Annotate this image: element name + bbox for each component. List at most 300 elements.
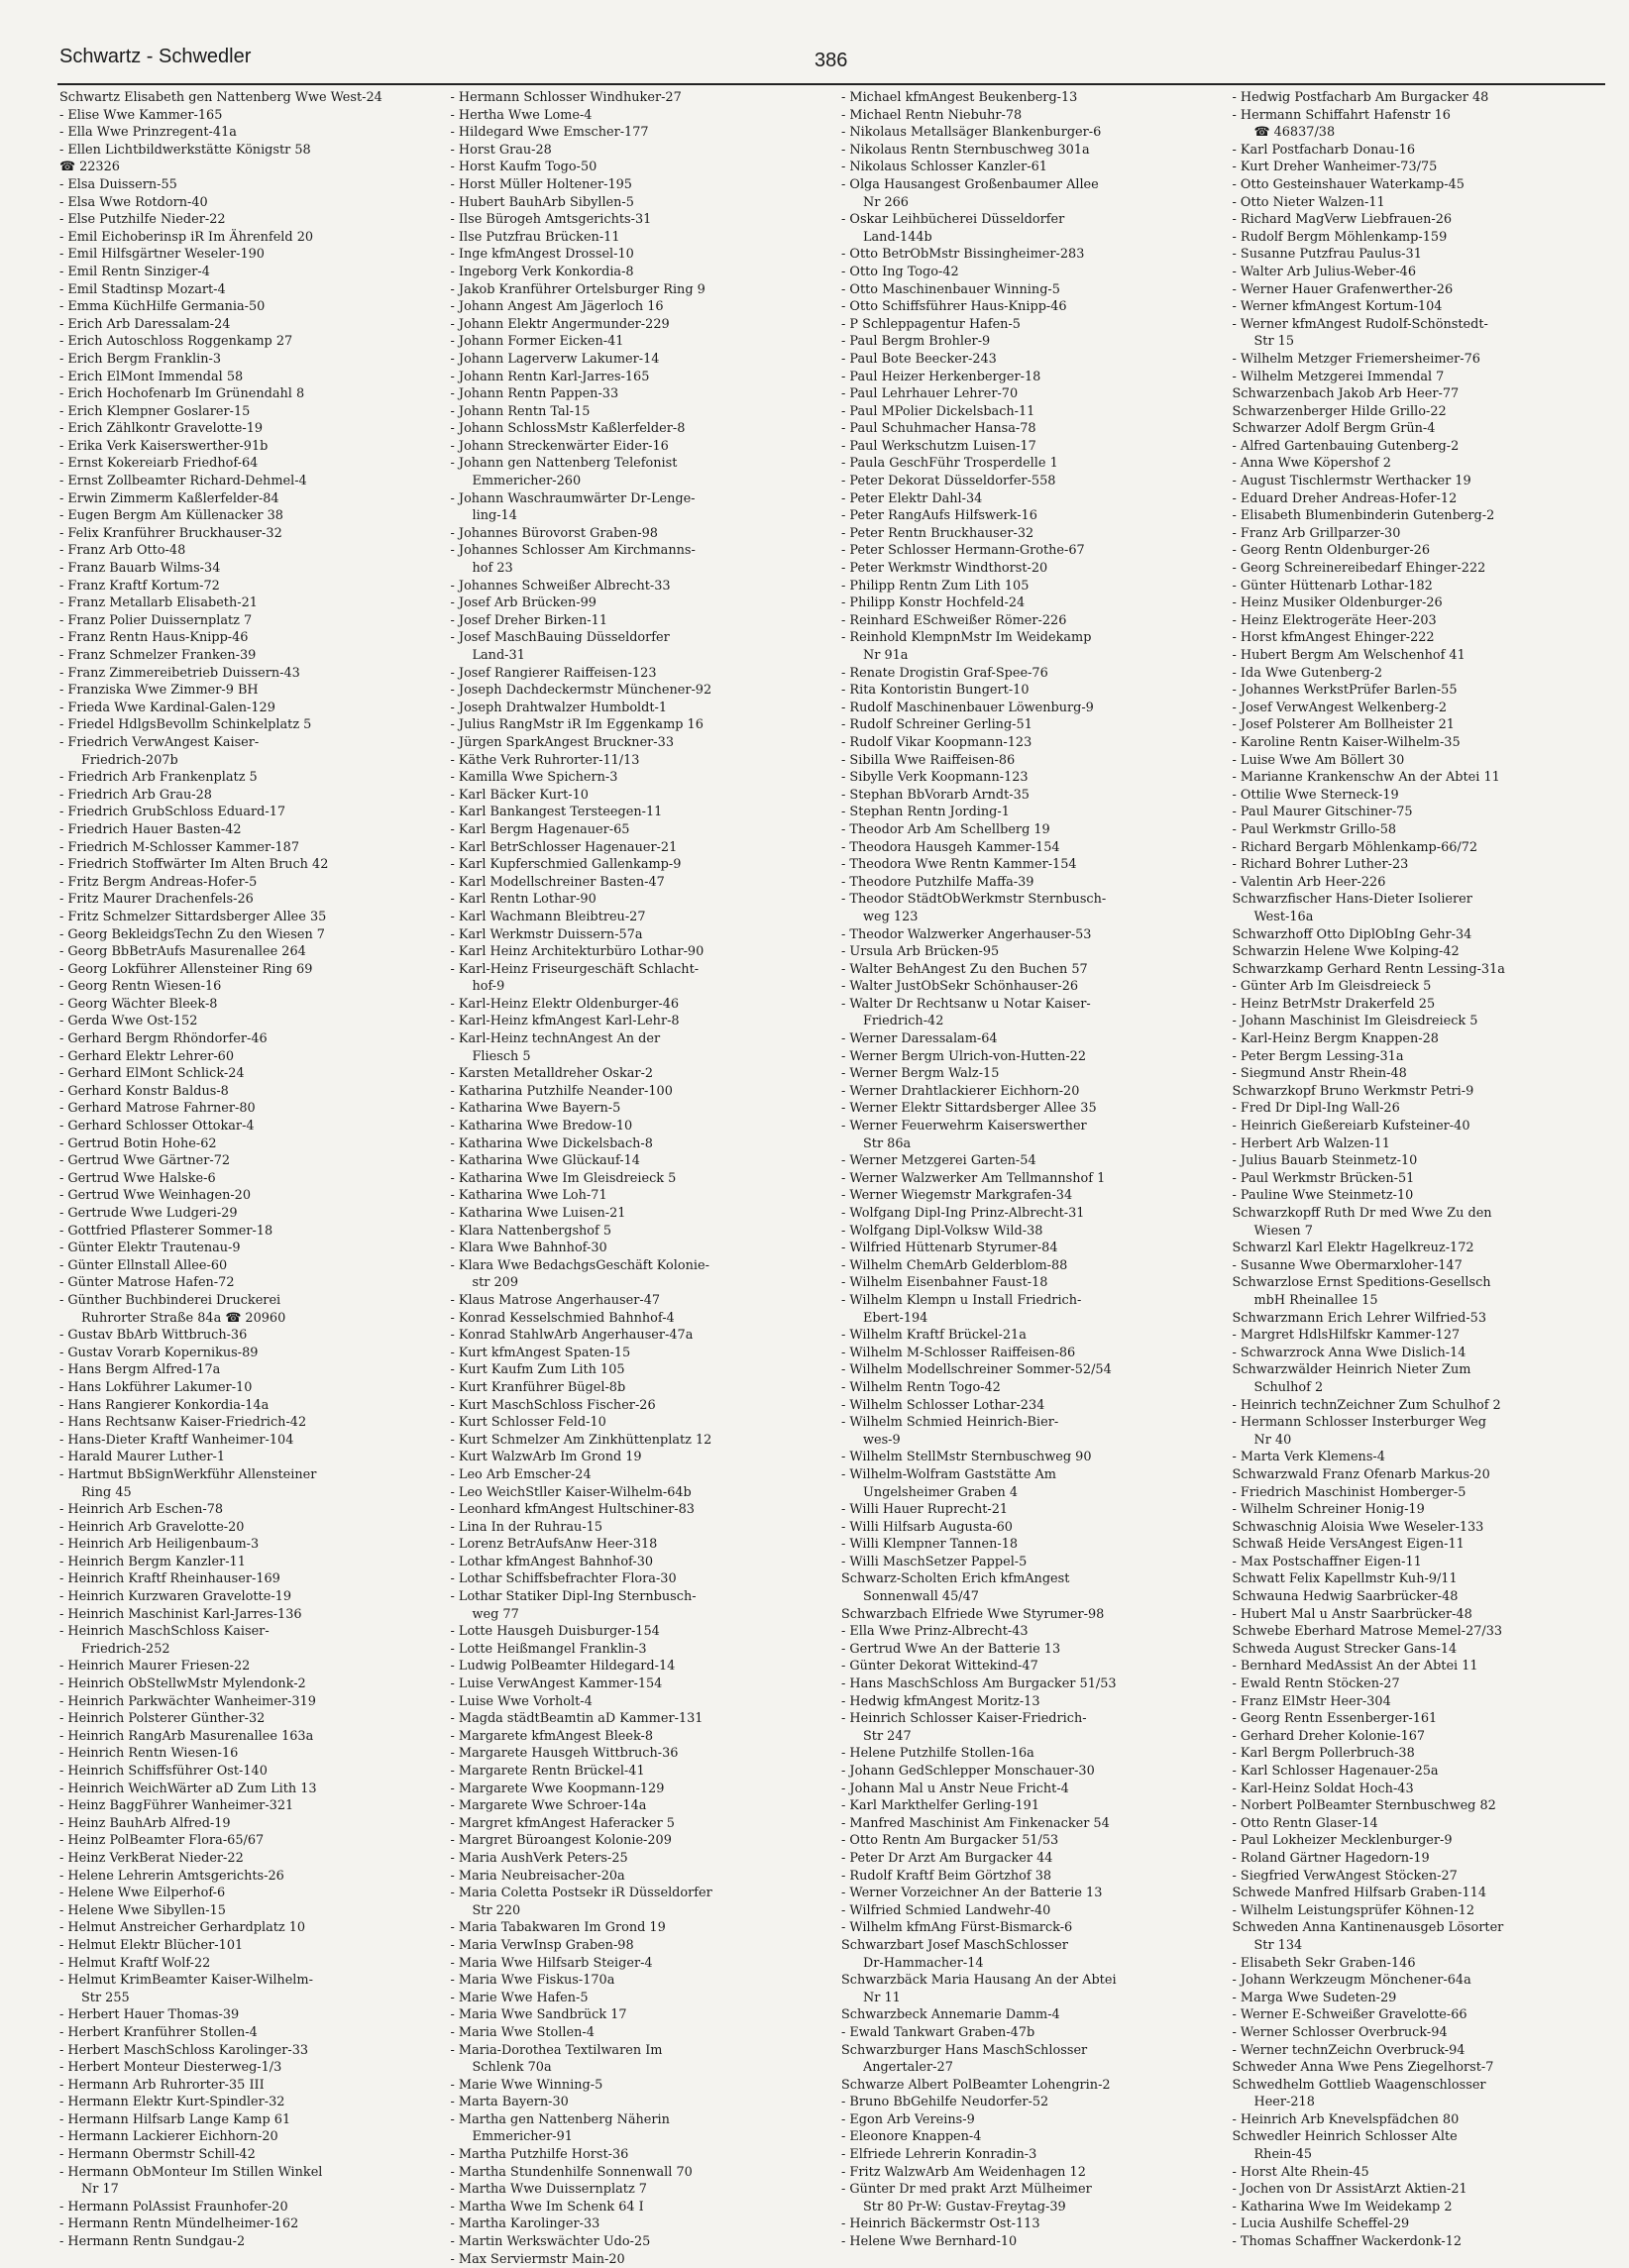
directory-entry: - Olga Hausangest Großenbaumer Allee bbox=[841, 176, 1099, 192]
directory-entry: - Maria Wwe Sandbrück 17 bbox=[450, 2007, 627, 2023]
directory-entry: - Philipp Rentn Zum Lith 105 bbox=[841, 578, 1030, 594]
directory-entry: Schwarzfischer Hans-Dieter Isolierer bbox=[1232, 892, 1472, 908]
directory-entry: - Heinrich Schiffsführer Ost-140 bbox=[59, 1764, 268, 1779]
directory-entry: - Margarete Rentn Brückel-41 bbox=[450, 1764, 645, 1779]
directory-entry: - Wilhelm StellMstr Sternbuschweg 90 bbox=[841, 1450, 1092, 1465]
directory-entry: weg 77 bbox=[472, 1606, 519, 1622]
directory-entry: - Hartmut BbSignWerkführ Allensteiner bbox=[59, 1466, 317, 1482]
directory-entry: Schwartz Elisabeth gen Nattenberg Wwe West-24 bbox=[59, 90, 382, 105]
directory-entry: Nr 11 bbox=[863, 1990, 901, 2005]
directory-entry: - Hermann Schiffahrt Hafenstr 16 bbox=[1232, 107, 1451, 123]
directory-entry: - Johannes Schlosser Am Kirchmanns- bbox=[450, 543, 696, 559]
directory-entry: Schwarzenberger Hilde Grillo-22 bbox=[1232, 403, 1447, 419]
directory-entry: - Johannes Schweißer Albrecht-33 bbox=[450, 578, 671, 594]
directory-entry: - Max Serviermstr Main-20 bbox=[450, 2251, 625, 2267]
directory-entry: - Lotte Heißmangel Franklin-3 bbox=[450, 1641, 647, 1657]
directory-entry: - Hermann ObMonteur Im Stillen Winkel bbox=[59, 2164, 323, 2180]
directory-entry: - Gertrud Wwe Gärtner-72 bbox=[59, 1153, 231, 1169]
directory-entry: - Marga Wwe Sudeten-29 bbox=[1232, 1990, 1397, 2005]
directory-entry: - Wilfried Schmied Landwehr-40 bbox=[841, 1902, 1051, 1918]
directory-entry: - Karl-Heinz Friseurgeschäft Schlacht- bbox=[450, 961, 700, 977]
directory-entry: - Ernst Zollbeamter Richard-Dehmel-4 bbox=[59, 474, 307, 489]
directory-entry: - Franz Arb Grillparzer-30 bbox=[1232, 525, 1401, 541]
directory-entry: - Karl-Heinz Bergm Knappen-28 bbox=[1232, 1031, 1439, 1047]
directory-entry: - Maria Wwe Hilfsarb Steiger-4 bbox=[450, 1955, 653, 1971]
directory-entry: - Werner kfmAngest Rudolf-Schönstedt- bbox=[1232, 316, 1488, 332]
directory-entry: Ring 45 bbox=[81, 1484, 132, 1500]
directory-entry: - Josef Rangierer Raiffeisen-123 bbox=[450, 665, 657, 681]
directory-entry: - Ernst Kokereiarb Friedhof-64 bbox=[59, 456, 259, 472]
directory-entry: - Peter RangAufs Hilfswerk-16 bbox=[841, 508, 1037, 524]
directory-entry: - Gerhard Matrose Fahrner-80 bbox=[59, 1101, 256, 1117]
directory-entry: - Wilhelm M-Schlosser Raiffeisen-86 bbox=[841, 1345, 1076, 1360]
directory-entry: - Fred Dr Dipl-Ing Wall-26 bbox=[1232, 1101, 1400, 1117]
directory-entry: - Wilhelm Schlosser Lothar-234 bbox=[841, 1397, 1045, 1413]
directory-entry: - Rudolf Kraftf Beim Görtzhof 38 bbox=[841, 1868, 1052, 1884]
directory-entry: - Bernhard MedAssist An der Abtei 11 bbox=[1232, 1659, 1478, 1674]
directory-entry: - Horst kfmAngest Ehinger-222 bbox=[1232, 630, 1435, 646]
directory-entry: - Helene Wwe Eilperhof-6 bbox=[59, 1886, 226, 1901]
directory-entry: hof 23 bbox=[472, 561, 513, 577]
directory-entry: - Günter Dekorat Wittekind-47 bbox=[841, 1659, 1038, 1674]
directory-entry: - Johann Elektr Angermunder-229 bbox=[450, 316, 670, 332]
directory-entry: - Franz Arb Otto-48 bbox=[59, 543, 186, 559]
directory-entry: - Georg Rentn Oldenburger-26 bbox=[1232, 543, 1431, 559]
directory-entry: - Hans Rangierer Konkordia-14a bbox=[59, 1397, 270, 1413]
directory-entry: - Thomas Schaffner Wackerdonk-12 bbox=[1232, 2234, 1463, 2250]
directory-entry: Friedrich-42 bbox=[863, 1014, 944, 1029]
directory-entry: Friedrich-207b bbox=[81, 752, 178, 768]
directory-entry: - Maria Tabakwaren Im Grond 19 bbox=[450, 1920, 666, 1936]
directory-entry: - Gertrud Wwe An der Batterie 13 bbox=[841, 1641, 1061, 1657]
directory-entry: - Paul Bergm Brohler-9 bbox=[841, 334, 991, 350]
directory-entry: - Elisabeth Blumenbinderin Gutenberg-2 bbox=[1232, 508, 1495, 524]
directory-entry: Schweda August Strecker Gans-14 bbox=[1232, 1641, 1458, 1657]
directory-entry: - Fritz Bergm Andreas-Hofer-5 bbox=[59, 874, 258, 890]
directory-entry: - Siegmund Anstr Rhein-48 bbox=[1232, 1066, 1407, 1082]
directory-entry: - Margret kfmAngest Haferacker 5 bbox=[450, 1815, 675, 1831]
directory-entry: Str 247 bbox=[863, 1728, 912, 1744]
directory-entry: - Otto Nieter Walzen-11 bbox=[1232, 194, 1385, 210]
directory-entry: Ebert-194 bbox=[863, 1310, 928, 1326]
directory-entry: - Heinrich Rentn Wiesen-16 bbox=[59, 1746, 239, 1762]
directory-entry: - Paul Lokheizer Mecklenburger-9 bbox=[1232, 1833, 1453, 1849]
directory-entry: - Otto Ing Togo-42 bbox=[841, 264, 959, 279]
directory-entry: - Wilhelm Eisenbahner Faust-18 bbox=[841, 1275, 1048, 1291]
directory-entry: - Hermann PolAssist Fraunhofer-20 bbox=[59, 2199, 288, 2214]
directory-entry: Emmericher-260 bbox=[472, 474, 582, 489]
directory-entry: - Johann GedSchlepper Monschauer-30 bbox=[841, 1764, 1095, 1779]
directory-entry: - Käthe Verk Ruhrorter-11/13 bbox=[450, 752, 640, 768]
directory-entry: - Leo WeichStller Kaiser-Wilhelm-64b bbox=[450, 1484, 692, 1500]
directory-entry: - Peter Werkmstr Windthorst-20 bbox=[841, 561, 1048, 577]
directory-entry: - Erich Arb Daressalam-24 bbox=[59, 316, 231, 332]
directory-entry: Schwarzkopff Ruth Dr med Wwe Zu den bbox=[1232, 1206, 1492, 1221]
directory-entry: - Joseph Drahtwalzer Humboldt-1 bbox=[450, 700, 668, 715]
directory-entry: - Werner Wiegemstr Markgrafen-34 bbox=[841, 1188, 1073, 1204]
directory-entry: - Theodor Arb Am Schellberg 19 bbox=[841, 821, 1050, 837]
directory-entry: - Kurt Kaufm Zum Lith 105 bbox=[450, 1362, 625, 1378]
directory-entry: - Ilse Putzfrau Brücken-11 bbox=[450, 229, 620, 245]
directory-entry: - Kurt Dreher Wanheimer-73/75 bbox=[1232, 160, 1438, 175]
directory-entry: - Hans Rechtsanw Kaiser-Friedrich-42 bbox=[59, 1415, 307, 1431]
directory-entry: - Hedwig kfmAngest Moritz-13 bbox=[841, 1693, 1040, 1709]
directory-column-4 bbox=[1233, 89, 1606, 2255]
directory-entry: Str 15 bbox=[1253, 334, 1295, 350]
directory-entry: - Jürgen SparkAngest Bruckner-33 bbox=[450, 734, 674, 750]
directory-entry: - Johann Rentn Pappen-33 bbox=[450, 386, 619, 402]
directory-entry: Schwarzbeck Annemarie Damm-4 bbox=[841, 2007, 1060, 2023]
directory-entry: - Hertha Wwe Lome-4 bbox=[450, 107, 593, 123]
directory-entry: - Franz Metallarb Elisabeth-21 bbox=[59, 595, 258, 611]
directory-entry: - Maria Wwe Fiskus-170a bbox=[450, 1973, 615, 1989]
directory-entry: - Helene Putzhilfe Stollen-16a bbox=[841, 1746, 1034, 1762]
directory-entry: - Rudolf Bergm Möhlenkamp-159 bbox=[1232, 229, 1448, 245]
directory-entry: - Peter Elektr Dahl-34 bbox=[841, 490, 983, 506]
directory-entry: - Klaus Matrose Angerhauser-47 bbox=[450, 1292, 661, 1308]
directory-entry: Schwede Manfred Hilfsarb Graben-114 bbox=[1232, 1886, 1487, 1901]
directory-entry: - Lotte Hausgeh Duisburger-154 bbox=[450, 1624, 660, 1640]
directory-entry: - Katharina Wwe Bredow-10 bbox=[450, 1119, 633, 1134]
directory-entry: - Marta Bayern-30 bbox=[450, 2095, 569, 2110]
directory-entry: - Georg Rentn Wiesen-16 bbox=[59, 979, 222, 995]
directory-entry: - Heinrich Bäckermstr Ost-113 bbox=[841, 2216, 1040, 2232]
directory-entry: - Katharina Wwe Bayern-5 bbox=[450, 1101, 621, 1117]
directory-entry: - Paul Werkmstr Grillo-58 bbox=[1232, 821, 1397, 837]
directory-entry: - Friedrich Arb Frankenplatz 5 bbox=[59, 770, 258, 786]
directory-entry: - Georg Lokführer Allensteiner Ring 69 bbox=[59, 961, 313, 977]
directory-entry: - Julius RangMstr iR Im Eggenkamp 16 bbox=[450, 717, 704, 733]
directory-entry: - Karl-Heinz kfmAngest Karl-Lehr-8 bbox=[450, 1014, 680, 1029]
directory-entry: Schweden Anna Kantinenausgeb Lösorter bbox=[1232, 1920, 1504, 1936]
directory-entry: - Werner E-Schweißer Gravelotte-66 bbox=[1232, 2007, 1467, 2023]
directory-entry: - Werner Schlosser Overbruck-94 bbox=[1232, 2024, 1448, 2040]
directory-entry: - Eduard Dreher Andreas-Hofer-12 bbox=[1232, 490, 1458, 506]
directory-entry: - Willi Hauer Ruprecht-21 bbox=[841, 1502, 1009, 1518]
directory-entry: - Wilhelm Rentn Togo-42 bbox=[841, 1379, 1001, 1395]
directory-entry: - Wilhelm kfmAng Fürst-Bismarck-6 bbox=[841, 1920, 1073, 1936]
directory-entry: - Lucia Aushilfe Scheffel-29 bbox=[1232, 2216, 1410, 2232]
directory-entry: - Peter Dr Arzt Am Burgacker 44 bbox=[841, 1850, 1053, 1866]
directory-entry: - Nikolaus Rentn Sternbuschweg 301a bbox=[841, 142, 1090, 158]
directory-entry: - Egon Arb Vereins-9 bbox=[841, 2111, 975, 2127]
page-number: 386 bbox=[814, 50, 848, 71]
directory-entry: - Werner technZeichn Overbruck-94 bbox=[1232, 2042, 1466, 2058]
directory-entry: - Johann Lagerverw Lakumer-14 bbox=[450, 351, 660, 367]
directory-entry: - Gertrud Botin Hohe-62 bbox=[59, 1135, 217, 1151]
directory-entry: - Paul Werkmstr Brücken-51 bbox=[1232, 1170, 1415, 1186]
directory-entry: - Josef VerwAngest Welkenberg-2 bbox=[1232, 700, 1448, 715]
directory-entry: - Karoline Rentn Kaiser-Wilhelm-35 bbox=[1232, 734, 1461, 750]
directory-entry: - Emil Stadtinsp Mozart-4 bbox=[59, 281, 226, 297]
directory-entry: - Werner Elektr Sittardsberger Allee 35 bbox=[841, 1101, 1097, 1117]
directory-entry: - Erich ElMont Immendal 58 bbox=[59, 369, 244, 384]
directory-entry: - Gustav BbArb Wittbruch-36 bbox=[59, 1328, 248, 1344]
directory-entry: - Rudolf Maschinenbauer Löwenburg-9 bbox=[841, 700, 1094, 715]
directory-entry: - Kurt Schmelzer Am Zinkhüttenplatz 12 bbox=[450, 1432, 712, 1448]
directory-entry: - Ewald Rentn Stöcken-27 bbox=[1232, 1676, 1400, 1692]
directory-entry: Schwarzhoff Otto DiplObIng Gehr-34 bbox=[1232, 926, 1472, 942]
directory-entry: - Erich Bergm Franklin-3 bbox=[59, 351, 222, 367]
directory-entry: - Heinrich Maurer Friesen-22 bbox=[59, 1659, 251, 1674]
directory-entry: - Hermann Lackierer Eichhorn-20 bbox=[59, 2129, 278, 2145]
directory-entry: - Karl Werkmstr Duissern-57a bbox=[450, 926, 643, 942]
directory-entry: - Werner Vorzeichner An der Batterie 13 bbox=[841, 1886, 1103, 1901]
directory-entry: - Hubert Mal u Anstr Saarbrücker-48 bbox=[1232, 1606, 1472, 1622]
directory-entry: - Wilhelm Schreiner Honig-19 bbox=[1232, 1502, 1425, 1518]
directory-entry: - Martha Stundenhilfe Sonnenwall 70 bbox=[450, 2164, 693, 2180]
directory-entry: - Margarete Wwe Koopmann-129 bbox=[450, 1781, 665, 1796]
directory-entry: - Margret HdlsHilfskr Kammer-127 bbox=[1232, 1328, 1461, 1344]
directory-entry: - Hermann Rentn Mündelheimer-162 bbox=[59, 2216, 299, 2232]
directory-entry: - Sibylle Verk Koopmann-123 bbox=[841, 770, 1029, 786]
directory-entry: - Werner Feuerwehrm Kaiserswerther bbox=[841, 1119, 1087, 1134]
directory-entry: - Fritz Schmelzer Sittardsberger Allee 35 bbox=[59, 909, 327, 924]
directory-entry: - Heinrich Arb Knevelspfädchen 80 bbox=[1232, 2111, 1460, 2127]
directory-entry: str 209 bbox=[472, 1275, 518, 1291]
directory-entry: - Marie Wwe Hafen-5 bbox=[450, 1990, 589, 2005]
directory-entry: - Hildegard Wwe Emscher-177 bbox=[450, 125, 649, 141]
directory-entry: Rhein-45 bbox=[1253, 2147, 1313, 2163]
directory-entry: - Rudolf Schreiner Gerling-51 bbox=[841, 717, 1032, 733]
directory-entry: - Johann Angest Am Jägerloch 16 bbox=[450, 299, 664, 315]
directory-entry: - Gertrud Wwe Halske-6 bbox=[59, 1170, 216, 1186]
directory-entry: - Lothar Schiffsbefrachter Flora-30 bbox=[450, 1571, 677, 1587]
directory-entry: - Karl Bankangest Tersteegen-11 bbox=[450, 805, 663, 820]
directory-entry: - Marta Verk Klemens-4 bbox=[1232, 1450, 1385, 1465]
directory-entry: - Heinz Elektrogeräte Heer-203 bbox=[1232, 612, 1437, 628]
directory-entry: - Paul Schuhmacher Hansa-78 bbox=[841, 421, 1036, 437]
directory-entry: - Georg BbBetrAufs Masurenallee 264 bbox=[59, 944, 306, 960]
directory-entry: - Felix Kranführer Bruckhauser-32 bbox=[59, 525, 282, 541]
directory-entry: - Katharina Putzhilfe Neander-100 bbox=[450, 1083, 673, 1099]
directory-entry: - Hans-Dieter Kraftf Wanheimer-104 bbox=[59, 1432, 294, 1448]
directory-entry: - Martha Putzhilfe Horst-36 bbox=[450, 2147, 629, 2163]
directory-entry: - Friedrich GrubSchloss Eduard-17 bbox=[59, 805, 286, 820]
directory-entry: - Horst Grau-28 bbox=[450, 142, 552, 158]
directory-entry: ☎ 46837/38 bbox=[1253, 125, 1336, 141]
directory-entry: - Konrad Kesselschmied Bahnhof-4 bbox=[450, 1310, 675, 1326]
directory-entry: - Karl-Heinz technAngest An der bbox=[450, 1031, 661, 1047]
directory-entry: - Georg Wächter Bleek-8 bbox=[59, 996, 218, 1012]
directory-entry: - Michael kfmAngest Beukenberg-13 bbox=[841, 90, 1078, 105]
directory-entry: - Maria AushVerk Peters-25 bbox=[450, 1850, 628, 1866]
directory-entry: - Martin Werkswächter Udo-25 bbox=[450, 2234, 651, 2250]
directory-entry: - Friedrich Maschinist Homberger-5 bbox=[1232, 1484, 1466, 1500]
directory-entry: Schwarzer Adolf Bergm Grün-4 bbox=[1232, 421, 1436, 437]
directory-entry: - Luise Wwe Am Böllert 30 bbox=[1232, 752, 1405, 768]
directory-entry: - Fritz Maurer Drachenfels-26 bbox=[59, 892, 254, 908]
directory-entry: - Max Postschaffner Eigen-11 bbox=[1232, 1554, 1422, 1569]
directory-entry: - Paul Bote Beecker-243 bbox=[841, 351, 997, 367]
directory-entry: - Helene Wwe Sibyllen-15 bbox=[59, 1902, 226, 1918]
directory-entry: - Wolfgang Dipl-Ing Prinz-Albrecht-31 bbox=[841, 1206, 1085, 1221]
directory-column-3 bbox=[841, 89, 1215, 2255]
directory-entry: - Heinrich Arb Gravelotte-20 bbox=[59, 1519, 245, 1535]
directory-entry: - Friedel HdlgsBevollm Schinkelplatz 5 bbox=[59, 717, 312, 733]
directory-entry: - Wilfried Hüttenarb Styrumer-84 bbox=[841, 1241, 1058, 1256]
directory-entry: - Heinz VerkBerat Nieder-22 bbox=[59, 1850, 244, 1866]
directory-entry: ☎ 22326 bbox=[59, 160, 120, 175]
directory-entry: - Gertrude Wwe Ludgeri-29 bbox=[59, 1206, 238, 1221]
directory-entry: - Karl Kupferschmied Gallenkamp-9 bbox=[450, 857, 682, 873]
directory-entry: - Helmut KrimBeamter Kaiser-Wilhelm- bbox=[59, 1973, 313, 1989]
directory-entry: - Georg Schreinereibedarf Ehinger-222 bbox=[1232, 561, 1486, 577]
directory-entry: - Johann Rentn Karl-Jarres-165 bbox=[450, 369, 650, 384]
directory-entry: - Hubert BauhArb Sibyllen-5 bbox=[450, 194, 634, 210]
directory-entry: Schwauna Hedwig Saarbrücker-48 bbox=[1232, 1589, 1459, 1605]
directory-entry: Emmericher-91 bbox=[472, 2129, 573, 2145]
directory-column-2 bbox=[450, 89, 824, 2267]
directory-entry: - Maria Wwe Stollen-4 bbox=[450, 2024, 595, 2040]
directory-entry: - Ingeborg Verk Konkordia-8 bbox=[450, 264, 634, 279]
directory-entry: - Ludwig PolBeamter Hildegard-14 bbox=[450, 1659, 676, 1674]
directory-column-1 bbox=[59, 89, 433, 2255]
directory-entry: Schwedhelm Gottlieb Waagenschlosser bbox=[1232, 2077, 1486, 2093]
directory-entry: - Hermann Schlosser Insterburger Weg bbox=[1232, 1415, 1486, 1431]
directory-entry: Str 134 bbox=[1253, 1937, 1303, 1953]
directory-entry: - Susanne Putzfrau Paulus-31 bbox=[1232, 247, 1422, 263]
directory-entry: Schwarzmann Erich Lehrer Wilfried-53 bbox=[1232, 1310, 1487, 1326]
directory-entry: - Martha Wwe Duissernplatz 7 bbox=[450, 2182, 647, 2198]
directory-entry: - Ewald Tankwart Graben-47b bbox=[841, 2024, 1035, 2040]
directory-entry: Heer-218 bbox=[1253, 2095, 1315, 2110]
directory-entry: Schweder Anna Wwe Pens Ziegelhorst-7 bbox=[1232, 2060, 1494, 2076]
directory-entry: - Margarete Wwe Schroer-14a bbox=[450, 1798, 647, 1814]
directory-entry: - Hans Lokführer Lakumer-10 bbox=[59, 1379, 253, 1395]
directory-entry: - Heinrich MaschSchloss Kaiser- bbox=[59, 1624, 270, 1640]
directory-entry: - Günter Hüttenarb Lothar-182 bbox=[1232, 578, 1433, 594]
directory-entry: - Maria-Dorothea Textilwaren Im bbox=[450, 2042, 663, 2058]
directory-entry: Schwaß Heide VersAngest Eigen-11 bbox=[1232, 1537, 1465, 1553]
directory-entry: - Inge kfmAngest Drossel-10 bbox=[450, 247, 634, 263]
directory-entry: - Joseph Dachdeckermstr Münchener-92 bbox=[450, 683, 712, 699]
directory-entry: - Martha Wwe Im Schenk 64 I bbox=[450, 2199, 644, 2214]
directory-entry: - Emma KüchHilfe Germania-50 bbox=[59, 299, 266, 315]
directory-entry: Str 80 Pr-W: Gustav-Freytag-39 bbox=[863, 2199, 1066, 2214]
directory-entry: - Karl Postfacharb Donau-16 bbox=[1232, 142, 1416, 158]
directory-entry: - Horst Müller Holtener-195 bbox=[450, 176, 632, 192]
directory-entry: - Heinrich WeichWärter aD Zum Lith 13 bbox=[59, 1781, 317, 1796]
directory-entry: - Frieda Wwe Kardinal-Galen-129 bbox=[59, 700, 275, 715]
directory-entry: - Oskar Leihbücherei Düsseldorfer bbox=[841, 212, 1065, 228]
directory-entry: - Karl Rentn Lothar-90 bbox=[450, 892, 597, 908]
directory-entry: - Otto Schiffsführer Haus-Knipp-46 bbox=[841, 299, 1067, 315]
directory-entry: - Gerhard Bergm Rhöndorfer-46 bbox=[59, 1031, 268, 1047]
directory-entry: - Anna Wwe Köpershof 2 bbox=[1232, 456, 1391, 472]
directory-entry: - Hermann Obermstr Schill-42 bbox=[59, 2147, 256, 2163]
directory-entry: - Friedrich M-Schlosser Kammer-187 bbox=[59, 839, 300, 855]
directory-entry: - Karl Bergm Pollerbruch-38 bbox=[1232, 1746, 1415, 1762]
directory-entry: - Wilhelm Leistungsprüfer Köhnen-12 bbox=[1232, 1902, 1474, 1918]
directory-entry: Schwarzenbach Jakob Arb Heer-77 bbox=[1232, 386, 1460, 402]
directory-entry: Schwarze Albert PolBeamter Lohengrin-2 bbox=[841, 2077, 1111, 2093]
directory-entry: - Alfred Gartenbauing Gutenberg-2 bbox=[1232, 438, 1460, 454]
directory-entry: - Herbert Kranführer Stollen-4 bbox=[59, 2024, 258, 2040]
directory-entry: Str 220 bbox=[472, 1902, 521, 1918]
directory-entry: - Heinrich Gießereiarb Kufsteiner-40 bbox=[1232, 1119, 1470, 1134]
directory-entry: Schwarzbäck Maria Hausang An der Abtei bbox=[841, 1973, 1117, 1989]
directory-entry: - Walter JustObSekr Schönhauser-26 bbox=[841, 979, 1079, 995]
directory-entry: - Maria Coletta Postsekr iR Düsseldorfer bbox=[450, 1886, 712, 1901]
directory-entry: - Heinrich Parkwächter Wanheimer-319 bbox=[59, 1693, 316, 1709]
directory-entry: Wiesen 7 bbox=[1253, 1223, 1313, 1239]
directory-entry: - Günter Matrose Hafen-72 bbox=[59, 1275, 235, 1291]
directory-entry: - Ilse Bürogeh Amtsgerichts-31 bbox=[450, 212, 652, 228]
directory-entry: Dr-Hammacher-14 bbox=[863, 1955, 984, 1971]
directory-entry: - Gerda Wwe Ost-152 bbox=[59, 1014, 198, 1029]
directory-entry: - Johann Werkzeugm Mönchener-64a bbox=[1232, 1973, 1471, 1989]
directory-entry: - Johann SchlossMstr Kaßlerfelder-8 bbox=[450, 421, 686, 437]
directory-entry: Ungelsheimer Graben 4 bbox=[863, 1484, 1019, 1500]
directory-entry: - Werner kfmAngest Kortum-104 bbox=[1232, 299, 1443, 315]
directory-entry: - Johann Mal u Anstr Neue Fricht-4 bbox=[841, 1781, 1069, 1796]
directory-entry: mbH Rheinallee 15 bbox=[1253, 1292, 1378, 1308]
directory-entry: - Werner Bergm Ulrich-von-Hutten-22 bbox=[841, 1048, 1087, 1064]
directory-entry: - Katharina Wwe Loh-71 bbox=[450, 1188, 607, 1204]
directory-entry: - Eleonore Knappen-4 bbox=[841, 2129, 982, 2145]
directory-entry: - Lina In der Ruhrau-15 bbox=[450, 1519, 603, 1535]
directory-entry: - Ursula Arb Brücken-95 bbox=[841, 944, 1000, 960]
directory-entry: - Friedrich Stoffwärter Im Alten Bruch 42 bbox=[59, 857, 329, 873]
directory-entry: - Johann Maschinist Im Gleisdreieck 5 bbox=[1232, 1014, 1478, 1029]
directory-entry: - Heinrich Kurzwaren Gravelotte-19 bbox=[59, 1589, 291, 1605]
directory-entry: - Herbert Hauer Thomas-39 bbox=[59, 2007, 240, 2023]
directory-entry: - Werner Drahtlackierer Eichhorn-20 bbox=[841, 1083, 1080, 1099]
directory-entry: - Günter Ellnstall Allee-60 bbox=[59, 1257, 228, 1273]
directory-entry: - Johann Waschraumwärter Dr-Lenge- bbox=[450, 490, 696, 506]
directory-entry: - Margret Büroangest Kolonie-209 bbox=[450, 1833, 672, 1849]
directory-entry: - Jakob Kranführer Ortelsburger Ring 9 bbox=[450, 281, 706, 297]
directory-entry: wes-9 bbox=[863, 1432, 901, 1448]
directory-entry: - Karl BetrSchlosser Hagenauer-21 bbox=[450, 839, 678, 855]
directory-entry: - Werner Bergm Walz-15 bbox=[841, 1066, 1000, 1082]
directory-entry: - Heinz Musiker Oldenburger-26 bbox=[1232, 595, 1443, 611]
directory-entry: - Hans Bergm Alfred-17a bbox=[59, 1362, 221, 1378]
directory-entry: - Erich Hochofenarb Im Grünendahl 8 bbox=[59, 386, 305, 402]
directory-entry: - Hermann Rentn Sundgau-2 bbox=[59, 2234, 246, 2250]
directory-entry: - Leo Arb Emscher-24 bbox=[450, 1466, 592, 1482]
directory-entry: - Lothar Statiker Dipl-Ing Sternbusch- bbox=[450, 1589, 697, 1605]
directory-entry: - Paul Werkschutzm Luisen-17 bbox=[841, 438, 1036, 454]
directory-entry: - Katharina Wwe Dickelsbach-8 bbox=[450, 1135, 653, 1151]
directory-entry: - Gerhard Schlosser Ottokar-4 bbox=[59, 1119, 255, 1134]
directory-entry: Schwarzwald Franz Ofenarb Markus-20 bbox=[1232, 1466, 1490, 1482]
directory-entry: - Herbert MaschSchloss Karolinger-33 bbox=[59, 2042, 309, 2058]
directory-entry: Schwedler Heinrich Schlosser Alte bbox=[1232, 2129, 1458, 2145]
directory-entry: - Emil Rentn Sinziger-4 bbox=[59, 264, 210, 279]
directory-entry: - Theodora Hausgeh Kammer-154 bbox=[841, 839, 1060, 855]
directory-entry: Ruhrorter Straße 84a ☎ 20960 bbox=[81, 1310, 286, 1326]
directory-entry: - Willi Hilfsarb Augusta-60 bbox=[841, 1519, 1013, 1535]
header-rule bbox=[57, 83, 1605, 85]
directory-entry: - Ida Wwe Gutenberg-2 bbox=[1232, 665, 1383, 681]
directory-entry: Land-144b bbox=[863, 229, 932, 245]
directory-entry: - Siegfried VerwAngest Stöcken-27 bbox=[1232, 1868, 1458, 1884]
directory-entry: - Rudolf Vikar Koopmann-123 bbox=[841, 734, 1032, 750]
directory-entry: - Erwin Zimmerm Kaßlerfelder-84 bbox=[59, 490, 279, 506]
directory-entry: - Karl-Heinz Elektr Oldenburger-46 bbox=[450, 996, 680, 1012]
directory-entry: - Else Putzhilfe Nieder-22 bbox=[59, 212, 226, 228]
directory-entry: - Paul Maurer Gitschiner-75 bbox=[1232, 805, 1413, 820]
directory-entry: Nr 40 bbox=[1253, 1432, 1292, 1448]
directory-entry: - Friedrich Arb Grau-28 bbox=[59, 787, 212, 803]
directory-entry: - Reinhold KlempnMstr Im Weidekamp bbox=[841, 630, 1092, 646]
directory-entry: Schwarzkamp Gerhard Rentn Lessing-31a bbox=[1232, 961, 1505, 977]
directory-entry: - Julius Bauarb Steinmetz-10 bbox=[1232, 1153, 1418, 1169]
directory-entry: - Martha gen Nattenberg Näherin bbox=[450, 2111, 670, 2127]
directory-entry: - Theodora Wwe Rentn Kammer-154 bbox=[841, 857, 1077, 873]
